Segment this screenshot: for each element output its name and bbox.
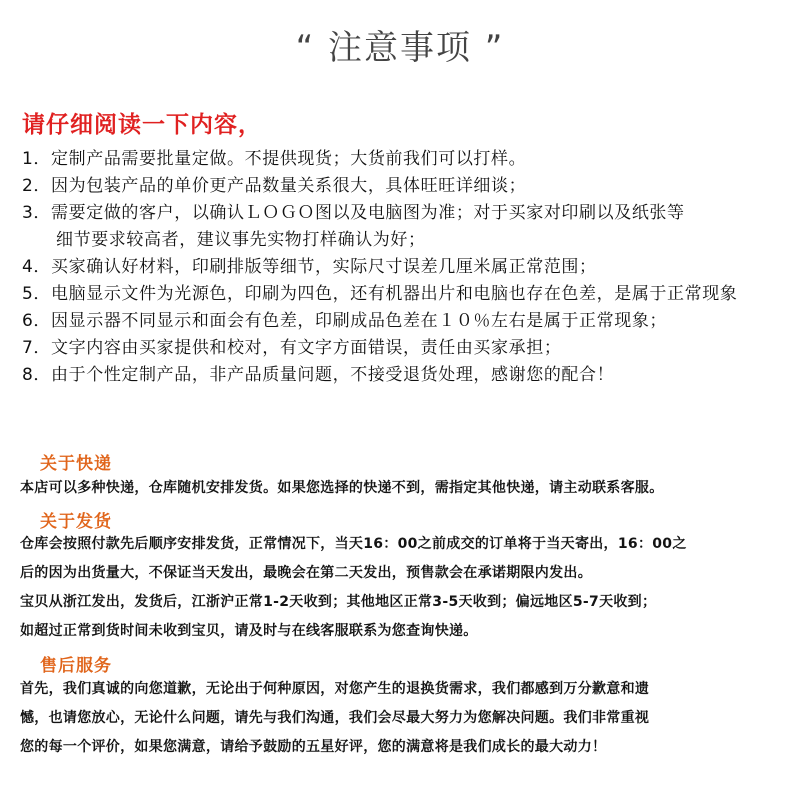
- aftersale-line-2: 憾，也请您放心，无论什么问题，请先与我们沟通，我们会尽最大努力为您解决问题。我们非常重视: [20, 710, 650, 726]
- aftersale-line-3: 您的每一个评价，如果您满意，请给予鼓励的五星好评，您的满意将是我们成长的最大动力！: [20, 739, 607, 755]
- express-line-1: 本店可以多种快递，仓库随机安排发货。如果您选择的快递不到，需指定其他快递，请主动联系客服。: [20, 480, 664, 496]
- page-title: “ 注意事项 ”: [295, 28, 505, 68]
- note-item-4: 4．买家确认好材料，印刷排版等细节，实际尺寸误差几厘米属正常范围；: [22, 257, 597, 277]
- aftersale-line-1: 首先，我们真诚的向您道歉，无论出于何种原因，对您产生的退换货需求，我们都感到万分歉意和遗: [20, 681, 650, 697]
- express-heading: 关于快递: [40, 454, 112, 474]
- aftersale-text: [20, 675, 790, 762]
- note-item-2: 2．因为包装产品的单价更产品数量关系很大，具体旺旺详细谈；: [22, 176, 527, 196]
- note-item-6: 6．因显示器不同显示和面会有色差，印刷成品色差在１０％左右是属于正常现象；: [22, 311, 668, 331]
- shipping-line-3: 宝贝从浙江发出，发货后，江浙沪正常1-2天收到；其他地区正常3-5天收到；偏远地区5-7天收到；: [20, 594, 657, 610]
- note-item-8: 8．由于个性定制产品，非产品质量问题，不接受退货处理，感谢您的配合！: [22, 365, 615, 385]
- note-item-3: 3．需要定做的客户，以确认ＬＯＧＯ图以及电脑图为准；对于买家对印刷以及纸张等: [22, 203, 685, 223]
- intro-heading: 请仔细阅读一下内容，: [22, 112, 262, 138]
- aftersale-heading: 售后服务: [40, 656, 112, 676]
- shipping-line-4: 如超过正常到货时间未收到宝贝，请及时与在线客服联系为您查询快递。: [20, 623, 478, 639]
- shipping-line-1: 仓库会按照付款先后顺序安排发货，正常情况下，当天16：00之前成交的订单将于当天寄出，16：00之: [20, 536, 687, 552]
- shipping-line-2: 后的因为出货量大，不保证当天发出，最晚会在第二天发出，预售款会在承诺期限内发出。: [20, 565, 592, 581]
- note-item-7: 7．文字内容由买家提供和校对，有文字方面错误，责任由买家承担；: [22, 338, 562, 358]
- express-text: [20, 474, 790, 503]
- note-item-5: 5．电脑显示文件为光源色，印刷为四色，还有机器出片和电脑也存在色差，是属于正常现象: [22, 284, 738, 304]
- note-item-1: 1．定制产品需要批量定做。不提供现货；大货前我们可以打样。: [22, 149, 527, 169]
- shipping-text: [20, 530, 790, 646]
- notes-list: [22, 146, 798, 389]
- shipping-heading: 关于发货: [40, 512, 112, 532]
- note-item-3-continued: 细节要求较高者，建议事先实物打样确认为好；: [56, 230, 426, 250]
